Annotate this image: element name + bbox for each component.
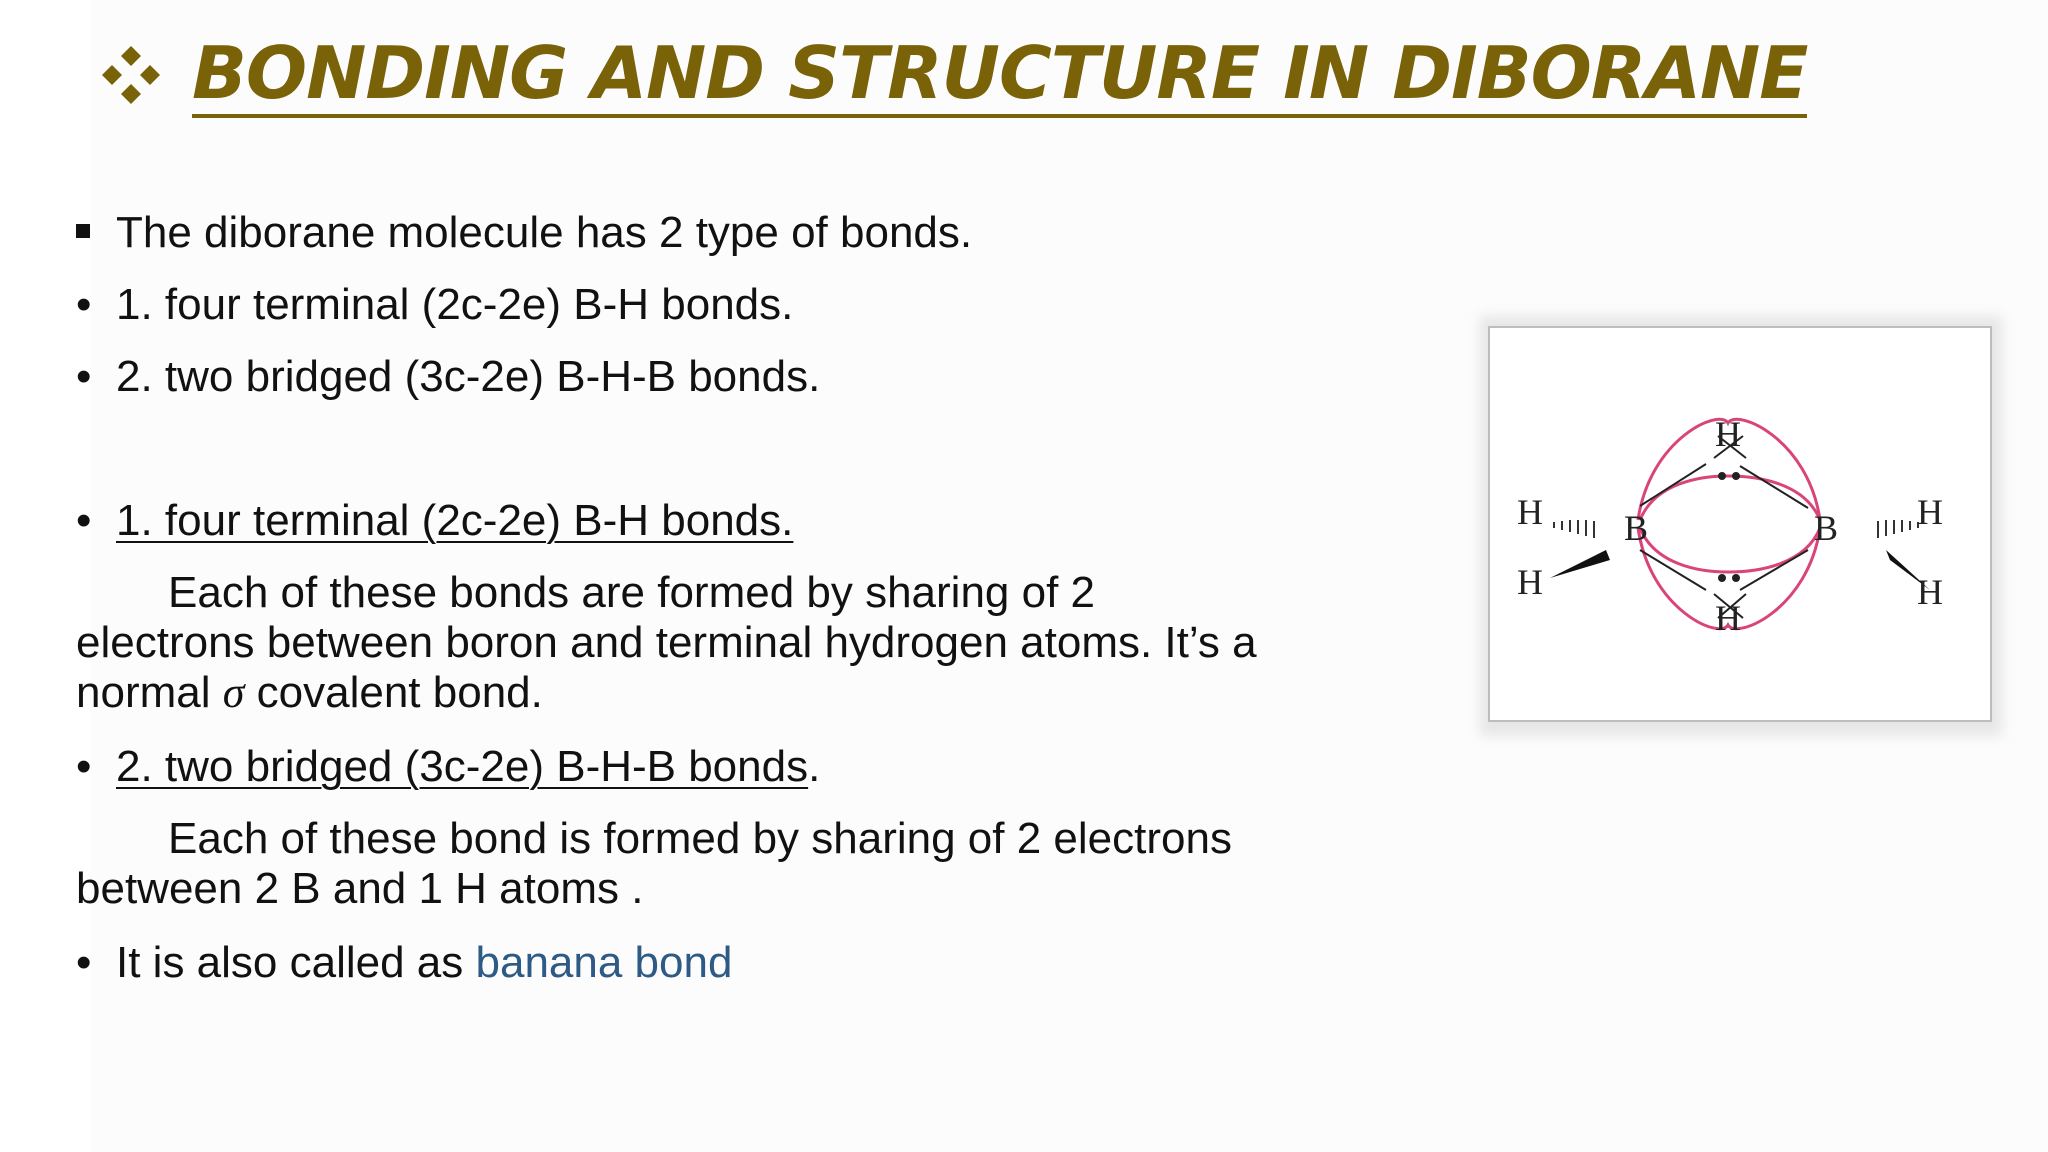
electron-dot [1732,574,1740,582]
atom-h-terminal-right-bottom: H [1917,572,1943,612]
paragraph-text: between 2 B and 1 H atoms . [76,864,644,913]
diborane-structure-figure [1488,326,1992,722]
bullet-text: The diborane molecule has 2 type of bonds. [116,208,973,257]
list-item [76,742,820,792]
atom-h-bridge-top: H [1715,414,1741,454]
hashed-bond-left [1554,520,1594,538]
sigma-symbol: σ [222,668,245,717]
atom-h-terminal-left-top: H [1517,492,1543,532]
paragraph-line [76,618,1257,668]
electron-dot [1718,574,1726,582]
atom-b-left: B [1623,508,1649,548]
list-item [76,938,732,988]
bullet-text: 2. two bridged (3c-2e) B-H-B bonds. [116,352,821,401]
wedge-bond-left [1550,550,1610,578]
paragraph-line [76,568,1095,618]
electron-dot [1732,472,1740,480]
bullet-icon: • [76,496,92,545]
bullet-icon: • [76,280,92,329]
paragraph-text: Each of these bond is formed by sharing of 2 electrons [168,814,1232,863]
diamond-cluster-icon [100,44,162,106]
section-heading-bridged: 2. two bridged (3c-2e) B-H-B bonds [116,742,809,791]
title-row [100,30,1807,120]
paragraph-text: Each of these bonds are formed by sharing of 2 [168,568,1096,617]
paragraph-text: normal [76,668,223,717]
paragraph-text: covalent bond. [244,668,543,717]
paragraph-line [76,814,1232,864]
list-item [76,208,972,258]
atom-h-terminal-right-top: H [1917,492,1943,532]
electron-dot [1718,472,1726,480]
bullet-icon: • [76,352,92,401]
bullet-text: 1. four terminal (2c-2e) B-H bonds. [116,280,794,329]
page-title: BONDING AND STRUCTURE IN DIBORANE [192,32,1807,118]
atom-h-bridge-bottom: H [1715,598,1741,638]
section-heading-terminal: 1. four terminal (2c-2e) B-H bonds. [116,496,794,545]
list-item [76,496,793,546]
paragraph-line [76,668,543,718]
bullet-icon: • [76,938,92,987]
paragraph-line [76,864,643,914]
paragraph-text: electrons between boron and terminal hydrogen atoms. It’s a [76,618,1257,667]
heading-period: . [808,742,821,791]
bond-line [1640,464,1706,506]
bullet-icon: • [76,742,92,791]
bullet-text: It is also called as [116,938,476,987]
hashed-bond-right [1878,520,1918,538]
bond-line [1740,466,1808,508]
atom-b-right: B [1813,508,1839,548]
atom-h-terminal-left-bottom: H [1517,562,1543,602]
list-item [76,280,793,330]
list-item [76,352,820,402]
diborane-diagram [1490,328,1990,720]
square-bullet-icon [76,224,90,238]
banana-bond-term: banana bond [475,938,733,987]
